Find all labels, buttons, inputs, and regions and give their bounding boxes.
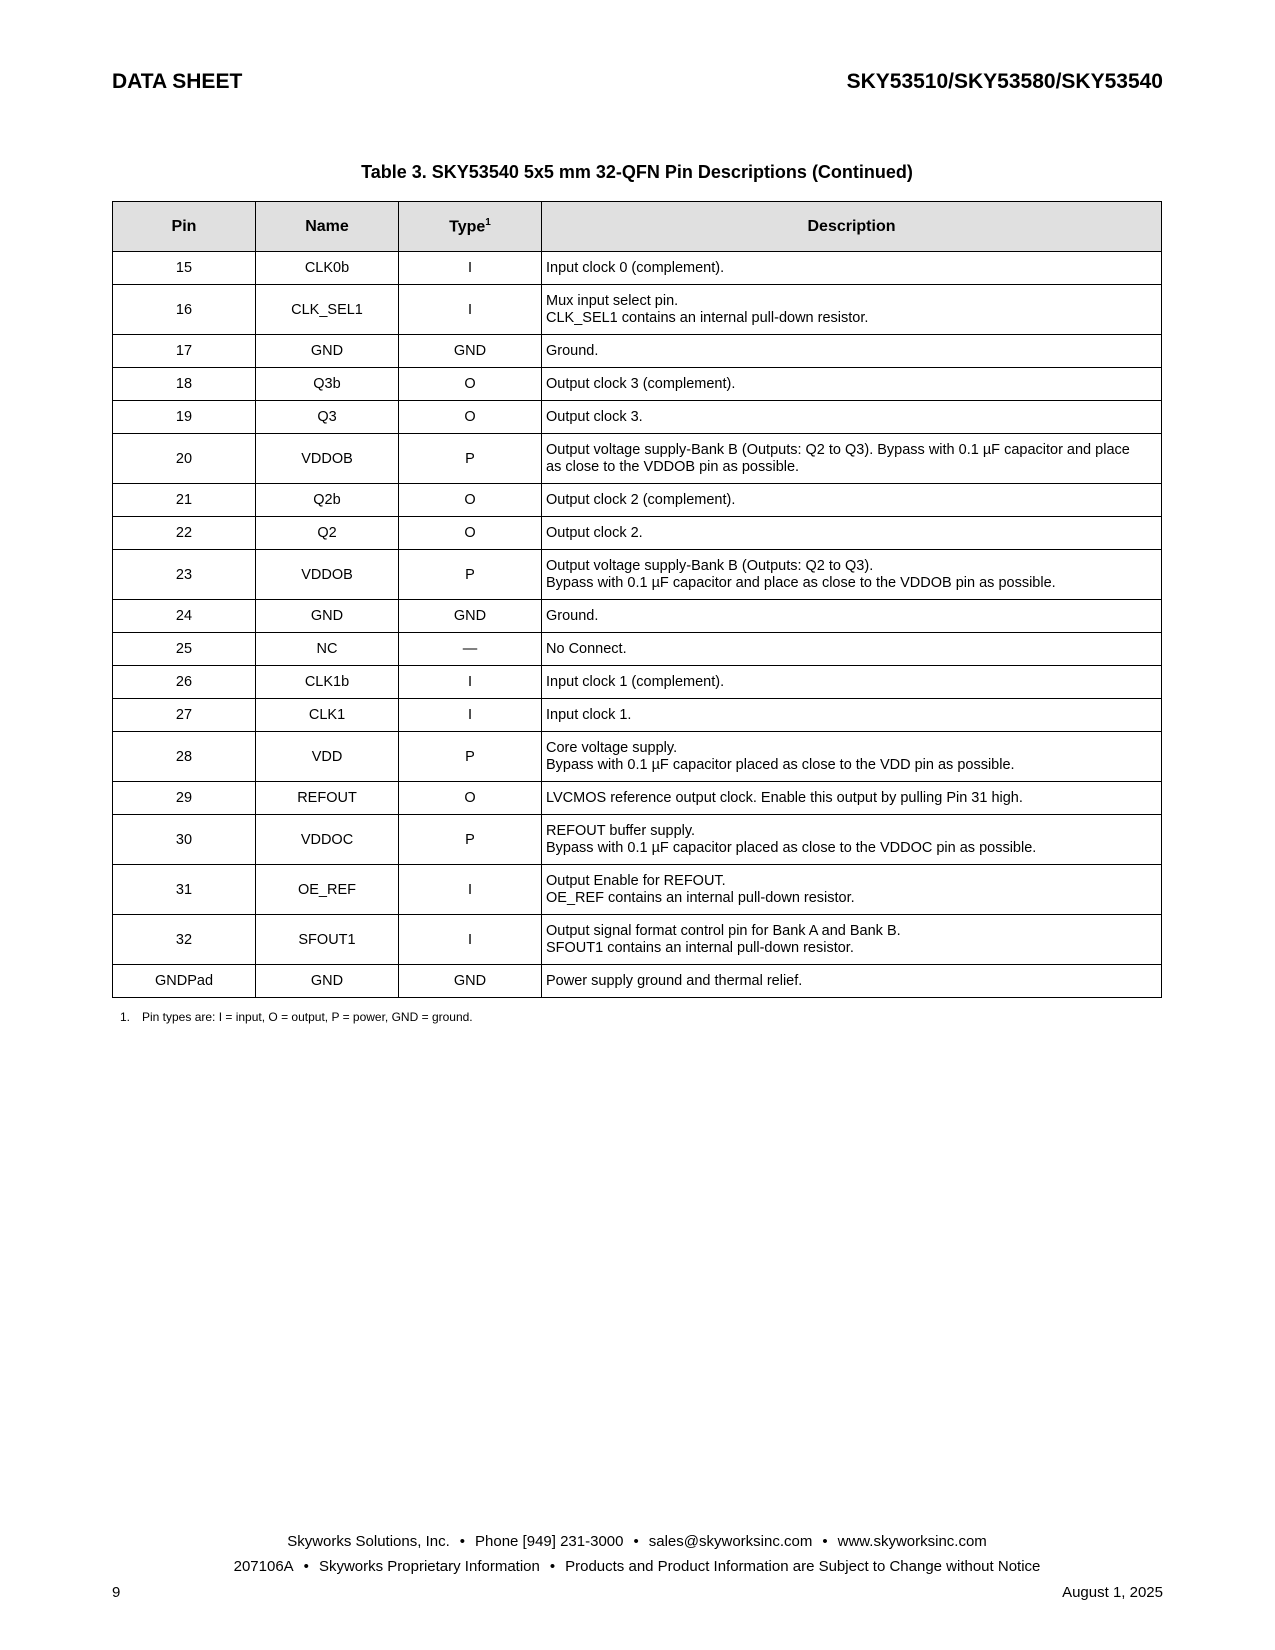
description-line: Output clock 3. (546, 408, 643, 425)
cell-type: I (399, 699, 542, 732)
cell-description (542, 368, 1162, 401)
footer-notice-line (112, 1558, 1162, 1575)
cell-description (542, 600, 1162, 633)
description-line: CLK_SEL1 contains an internal pull-down resistor. (546, 309, 869, 326)
table-row (113, 732, 1162, 782)
page-date: August 1, 2025 (1062, 1584, 1163, 1601)
cell-description (542, 633, 1162, 666)
table-row (113, 434, 1162, 484)
description-line: Power supply ground and thermal relief. (546, 972, 803, 989)
table-row (113, 335, 1162, 368)
description-line: REFOUT buffer supply. (546, 822, 696, 839)
cell-pin: 27 (113, 699, 256, 732)
cell-type: P (399, 434, 542, 484)
cell-pin: 22 (113, 517, 256, 550)
footer-contact-line (112, 1533, 1162, 1550)
cell-pin: 16 (113, 285, 256, 335)
table-row (113, 368, 1162, 401)
description-line: Core voltage supply. (546, 739, 678, 756)
description-line: as close to the VDDOB pin as possible. (546, 458, 800, 475)
cell-type: O (399, 517, 542, 550)
description-line: OE_REF contains an internal pull-down resistor. (546, 889, 855, 906)
cell-type: P (399, 732, 542, 782)
footnote-text: Pin types are: I = input, O = output, P = power, GND = ground. (142, 1010, 473, 1024)
table-row (113, 252, 1162, 285)
cell-type: I (399, 285, 542, 335)
cell-name: CLK1b (256, 666, 399, 699)
description-line: Bypass with 0.1 µF capacitor placed as close to the VDD pin as possible. (546, 756, 1015, 773)
description-line: Ground. (546, 342, 599, 359)
cell-name: CLK_SEL1 (256, 285, 399, 335)
footnote-number: 1. (120, 1010, 131, 1024)
table-row (113, 285, 1162, 335)
table-title: Table 3. SKY53540 5x5 mm 32-QFN Pin Descriptions (Continued) (361, 162, 913, 182)
table-row (113, 865, 1162, 915)
cell-pin: 18 (113, 368, 256, 401)
cell-name: OE_REF (256, 865, 399, 915)
cell-name: CLK1 (256, 699, 399, 732)
cell-type: O (399, 368, 542, 401)
description-line: Output clock 2. (546, 524, 643, 541)
cell-name: GND (256, 965, 399, 998)
description-line: Bypass with 0.1 µF capacitor placed as close to the VDDOC pin as possible. (546, 839, 1037, 856)
description-line: Input clock 1 (complement). (546, 673, 725, 690)
table-row (113, 484, 1162, 517)
cell-name: NC (256, 633, 399, 666)
cell-description (542, 782, 1162, 815)
cell-pin: 17 (113, 335, 256, 368)
footer-company: Skyworks Solutions, Inc. (287, 1533, 450, 1550)
cell-pin: 23 (113, 550, 256, 600)
table-header-row (113, 202, 1162, 252)
description-line: Output clock 3 (complement). (546, 375, 736, 392)
table-row (113, 633, 1162, 666)
cell-name: VDD (256, 732, 399, 782)
footer-bullet: • (633, 1533, 639, 1550)
footer-bullet: • (303, 1558, 309, 1575)
footer-doc-number: 207106A (233, 1558, 294, 1575)
header-part-numbers: SKY53510/SKY53580/SKY53540 (846, 70, 1163, 93)
column-header-pin: Pin (113, 202, 256, 252)
cell-pin: 19 (113, 401, 256, 434)
cell-name: VDDOC (256, 815, 399, 865)
cell-pin: 29 (113, 782, 256, 815)
cell-type: O (399, 782, 542, 815)
header-doc-type: DATA SHEET (112, 70, 243, 93)
cell-type: I (399, 915, 542, 965)
footer-bullet: • (459, 1533, 466, 1550)
table-footnote (120, 1010, 473, 1024)
cell-pin: 30 (113, 815, 256, 865)
cell-type: GND (399, 335, 542, 368)
cell-pin: 26 (113, 666, 256, 699)
description-line: Output clock 2 (complement). (546, 491, 736, 508)
cell-name: Q2 (256, 517, 399, 550)
footer-proprietary: Skyworks Proprietary Information (318, 1558, 540, 1575)
cell-type: O (399, 484, 542, 517)
cell-type: GND (399, 600, 542, 633)
footer-bullet: • (549, 1558, 556, 1575)
cell-pin: 25 (113, 633, 256, 666)
cell-type: I (399, 252, 542, 285)
footer-notice: Products and Product Information are Subject to Change without Notice (565, 1558, 1041, 1575)
cell-name: Q2b (256, 484, 399, 517)
pin-descriptions-table (112, 201, 1162, 998)
description-line: Output voltage supply-Bank B (Outputs: Q2 to Q3). Bypass with 0.1 µF capacitor and place (546, 441, 1130, 458)
cell-type: I (399, 666, 542, 699)
footer-bullet: • (822, 1533, 828, 1550)
cell-name: Q3 (256, 401, 399, 434)
cell-description (542, 965, 1162, 998)
table-row (113, 815, 1162, 865)
column-header-description: Description (542, 202, 1162, 252)
cell-pin: GNDPad (113, 965, 256, 998)
cell-description (542, 666, 1162, 699)
footer-email: sales@skyworksinc.com (648, 1533, 813, 1550)
cell-name: VDDOB (256, 434, 399, 484)
description-line: Bypass with 0.1 µF capacitor and place as close to the VDDOB pin as possible. (546, 574, 1056, 591)
table-row (113, 550, 1162, 600)
cell-pin: 24 (113, 600, 256, 633)
cell-type: I (399, 865, 542, 915)
description-line: No Connect. (546, 640, 627, 657)
description-line: Output Enable for REFOUT. (546, 872, 726, 889)
cell-description (542, 815, 1162, 865)
footnote-ref: 1 (485, 216, 491, 228)
table-row (113, 915, 1162, 965)
description-line: Input clock 0 (complement). (546, 259, 725, 276)
page-number: 9 (112, 1584, 121, 1601)
table-row (113, 965, 1162, 998)
cell-type: P (399, 550, 542, 600)
table-row (113, 666, 1162, 699)
description-line: Input clock 1. (546, 706, 632, 723)
table-row (113, 401, 1162, 434)
cell-name: SFOUT1 (256, 915, 399, 965)
column-header-name: Name (256, 202, 399, 252)
cell-name: VDDOB (256, 550, 399, 600)
cell-pin: 28 (113, 732, 256, 782)
description-line: Mux input select pin. (546, 292, 679, 309)
table-row (113, 782, 1162, 815)
cell-pin: 31 (113, 865, 256, 915)
description-line: LVCMOS reference output clock. Enable this output by pulling Pin 31 high. (546, 789, 1023, 806)
cell-description (542, 252, 1162, 285)
cell-type: — (399, 633, 542, 666)
cell-description (542, 484, 1162, 517)
cell-pin: 21 (113, 484, 256, 517)
description-line: Output voltage supply-Bank B (Outputs: Q2 to Q3). (546, 557, 874, 574)
cell-description (542, 401, 1162, 434)
cell-type: GND (399, 965, 542, 998)
description-line: Ground. (546, 607, 599, 624)
cell-description (542, 335, 1162, 368)
description-line: Output signal format control pin for Bank A and Bank B. (546, 922, 901, 939)
cell-type: O (399, 401, 542, 434)
cell-name: GND (256, 335, 399, 368)
cell-pin: 32 (113, 915, 256, 965)
table-row (113, 600, 1162, 633)
cell-description (542, 915, 1162, 965)
cell-description (542, 699, 1162, 732)
footer-phone: Phone [949] 231-3000 (475, 1533, 624, 1550)
cell-name: GND (256, 600, 399, 633)
description-line: SFOUT1 contains an internal pull-down resistor. (546, 939, 854, 956)
cell-name: Q3b (256, 368, 399, 401)
cell-name: CLK0b (256, 252, 399, 285)
table-row (113, 699, 1162, 732)
cell-description (542, 434, 1162, 484)
cell-name: REFOUT (256, 782, 399, 815)
cell-type: P (399, 815, 542, 865)
cell-description (542, 865, 1162, 915)
footer-website: www.skyworksinc.com (837, 1533, 987, 1550)
cell-description (542, 517, 1162, 550)
column-header-type-label: Type (449, 218, 486, 236)
column-header-type (399, 202, 542, 252)
cell-pin: 20 (113, 434, 256, 484)
cell-description (542, 285, 1162, 335)
cell-description (542, 732, 1162, 782)
cell-description (542, 550, 1162, 600)
table-row (113, 517, 1162, 550)
cell-pin: 15 (113, 252, 256, 285)
